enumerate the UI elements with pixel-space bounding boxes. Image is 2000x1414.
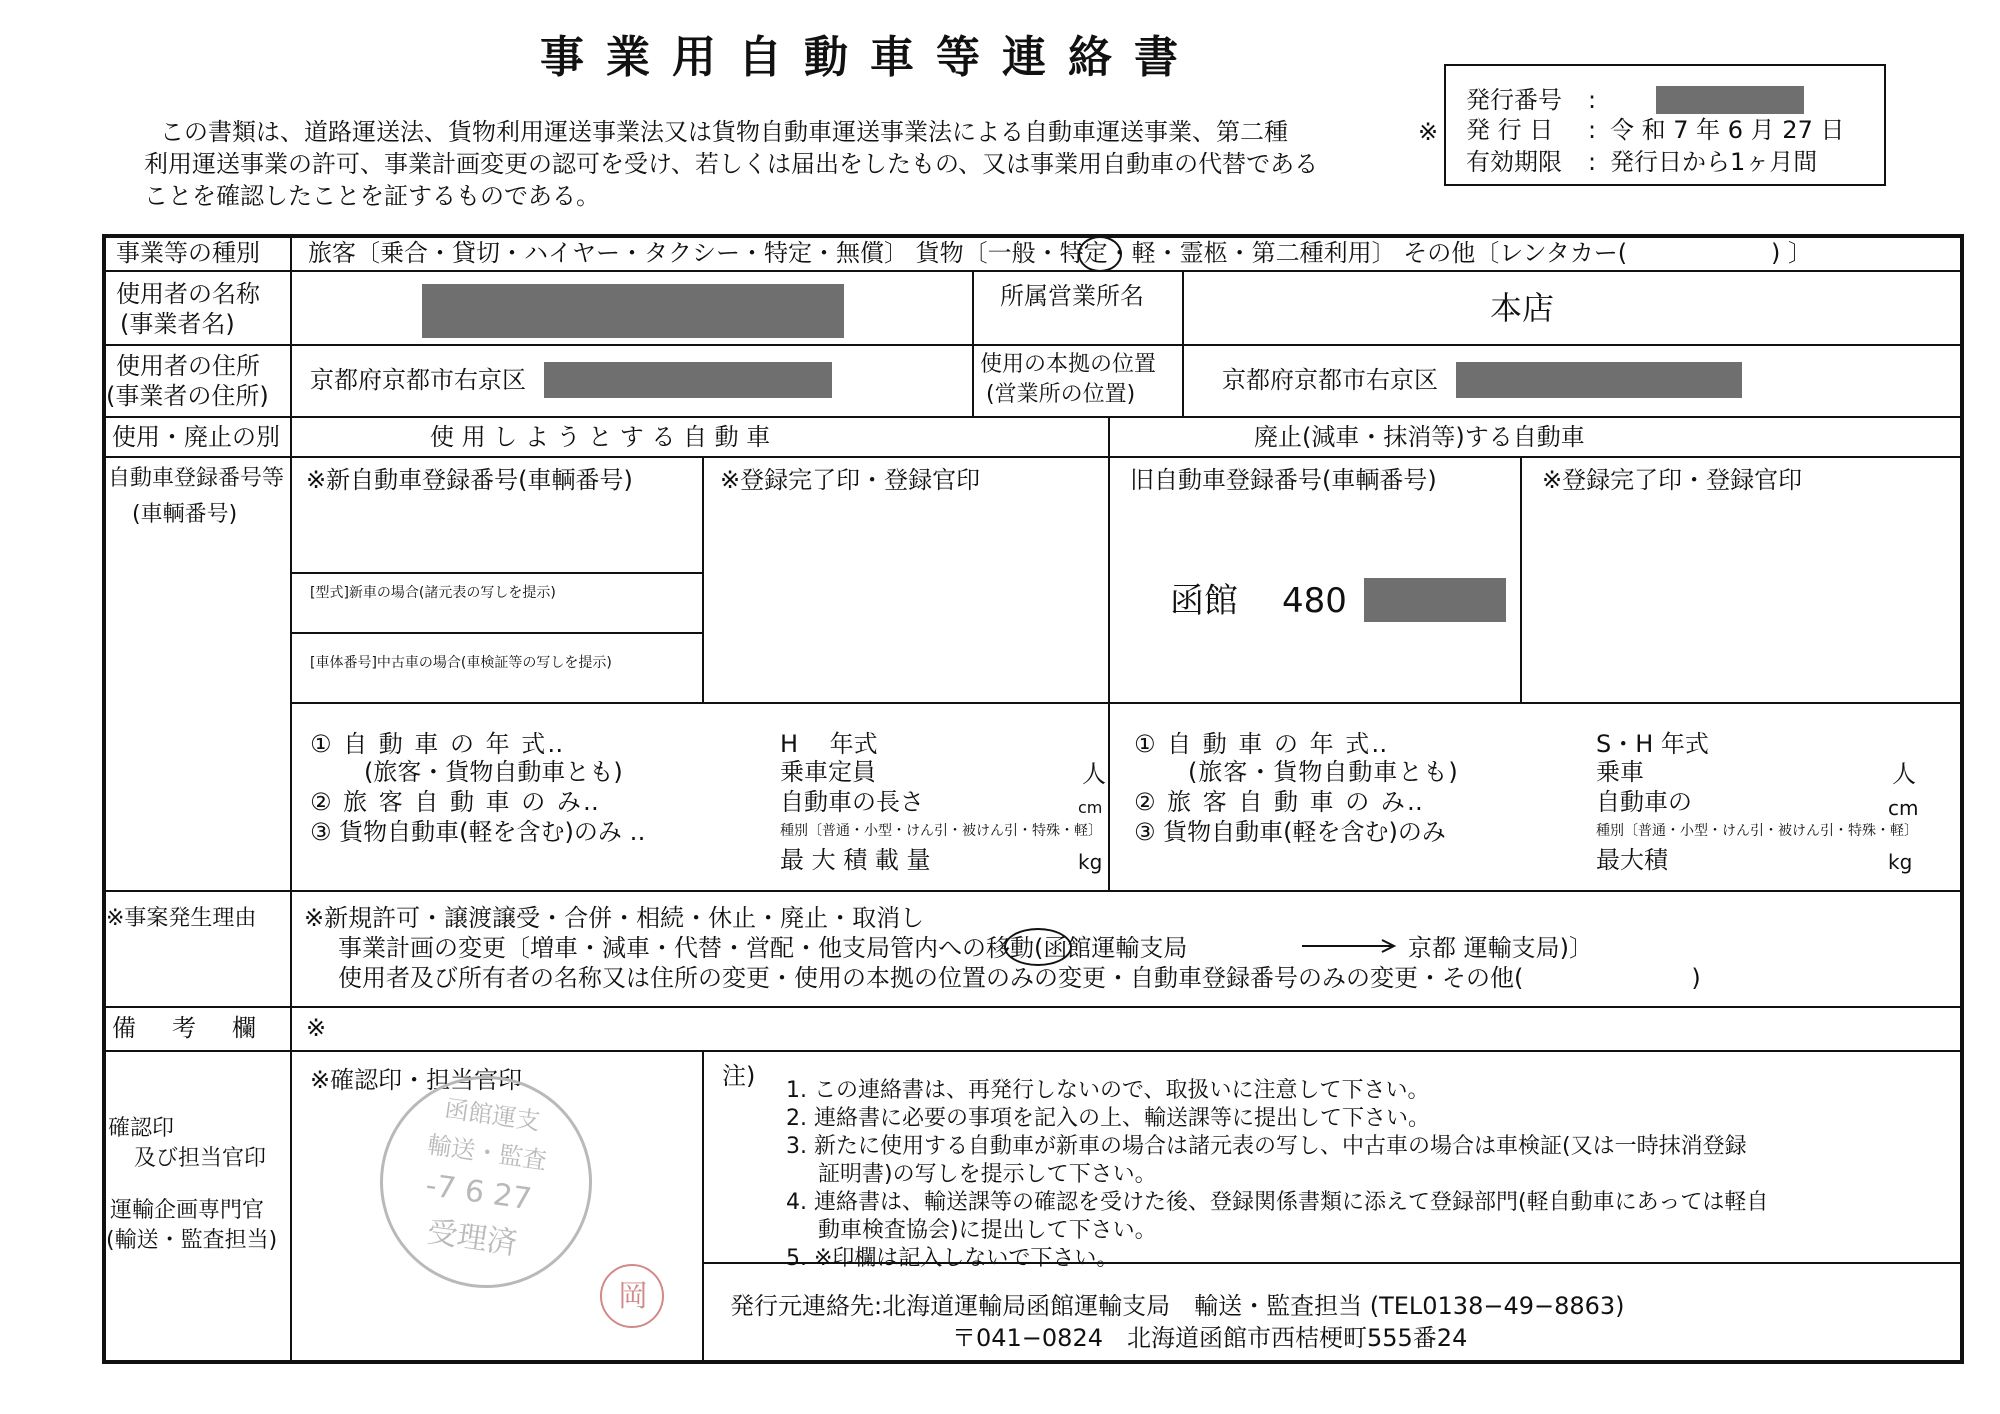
personal-seal	[600, 1264, 664, 1328]
confirm-label-4: (輸送・監査担当)	[106, 1228, 278, 1253]
remarks-label: 備 考 欄	[112, 1014, 262, 1042]
base-label-1: 使用の本拠の位置	[980, 352, 1157, 377]
chassis-note: [車体番号]中古車の場合(車検証等の写しを提示)	[310, 655, 612, 671]
issue-date-label: 発 行 日	[1466, 116, 1554, 144]
use-old-header: 廃止(減車・抹消等)する自動車	[1254, 423, 1585, 451]
intro-line-3: ことを確認したことを証するものである。	[144, 182, 600, 210]
old-unit-cm: cm	[1888, 796, 1919, 820]
arrow-right-icon	[1300, 938, 1400, 954]
reason-line-3: 使用者及び所有者の名称又は住所の変更・使用の本拠の位置のみの変更・自動車登録番号のみの変更・その他( )	[338, 964, 1701, 992]
office-value: 本店	[1490, 289, 1555, 327]
new-stamp-header: ※登録完了印・登録官印	[720, 466, 981, 494]
issue-mark: ※	[1418, 118, 1439, 146]
use-label: 使用・廃止の別	[112, 423, 280, 451]
note-item: 動車検査協会)に提出して下さい。	[818, 1218, 1157, 1243]
old-vehicle-max-load: 最大積	[1596, 846, 1668, 874]
redacted-issue-number	[1656, 86, 1804, 114]
new-vehicle-length: 自動車の長さ	[780, 788, 924, 816]
rule-v	[1520, 456, 1522, 702]
old-vehicle-line-1: ① 自 動 車 の 年 式‥	[1134, 730, 1390, 758]
issue-date-colon: :	[1588, 116, 1597, 144]
old-plate-city: 函館	[1170, 581, 1238, 621]
old-vehicle-length: 自動車の	[1596, 788, 1692, 816]
document-title: 事業用自動車等連絡書	[540, 32, 1200, 83]
rule-h	[290, 632, 702, 634]
new-unit-cm: cm	[1078, 798, 1103, 817]
reg-label-1: 自動車登録番号等	[108, 466, 285, 491]
intro-line-2: 利用運送事業の許可、事業計画変更の認可を受け、若しくは届出をしたもの、又は事業用自動車の代替である	[144, 150, 1319, 178]
user-address-label-1: 使用者の住所	[116, 352, 260, 380]
seal-name: 岡	[618, 1279, 648, 1314]
new-vehicle-year: H 年式	[780, 730, 878, 758]
issue-number-label: 発行番号	[1466, 86, 1562, 114]
reason-label: ※事案発生理由	[106, 906, 257, 931]
old-reg-header: 旧自動車登録番号(車輌番号)	[1130, 466, 1437, 494]
business-type-value: 旅客〔乗合・貸切・ハイヤー・タクシー・特定・無償〕 貨物〔一般・特定・軽・霊柩・第二種利用〕 その他〔レンタカー( ) 〕	[308, 239, 1813, 267]
base-value: 京都府京都市右京区	[1222, 366, 1438, 394]
validity-label: 有効期限	[1466, 148, 1562, 176]
business-type-label: 事業等の種別	[116, 239, 260, 267]
office-label: 所属営業所名	[1000, 282, 1144, 310]
rule-h	[102, 1006, 1964, 1008]
redacted-old-plate	[1364, 578, 1506, 622]
stamp-department: 輸送・監査	[425, 1130, 549, 1176]
old-vehicle-line-4: ③ 貨物自動車(軽を含む)のみ	[1134, 818, 1446, 846]
reg-label-2: (車輌番号)	[132, 502, 238, 527]
reason-line-1: ※新規許可・譲渡譲受・合併・相続・休止・廃止・取消し	[304, 904, 925, 932]
intro-line-1: この書類は、道路運送法、貨物利用運送事業法又は貨物自動車運送事業法による自動車運送事業、第二種	[160, 118, 1288, 146]
user-name-label-2: (事業者名)	[120, 310, 235, 338]
rule-h	[290, 572, 702, 574]
user-name-label-1: 使用者の名称	[116, 280, 260, 308]
old-vehicle-capacity: 乗車	[1596, 758, 1644, 786]
notes-head: 注)	[722, 1062, 756, 1090]
stamp-date: -7 6 27	[423, 1167, 534, 1218]
reason-line-2: 事業計画の変更〔増車・減車・代替・営配・他支局管内への移動(函館運輸支局	[338, 934, 1188, 962]
note-item: 5. ※印欄は記入しないで下さい。	[786, 1246, 1119, 1271]
old-vehicle-year: S・H 年式	[1596, 730, 1709, 758]
note-item: 4. 連絡書は、輸送課等の確認を受けた後、登録関係書類に添えて登録部門(軽自動車にあっては軽自	[786, 1190, 1769, 1215]
issue-date-value: 令 和 7 年 6 月 27 日	[1610, 116, 1845, 144]
user-address-label-2: (事業者の住所)	[106, 382, 269, 410]
selection-circle-move	[1004, 928, 1072, 966]
stamp-received: 受理済	[425, 1214, 520, 1262]
issue-number-colon: :	[1588, 86, 1597, 114]
rule-v	[1108, 416, 1110, 890]
new-unit-person: 人	[1082, 760, 1106, 788]
rule-h	[102, 270, 1964, 272]
old-vehicle-line-3: ② 旅 客 自 動 車 の み‥	[1134, 788, 1425, 816]
rule-v	[702, 1050, 704, 1364]
confirm-header: ※確認印・担当官印	[310, 1066, 523, 1094]
new-vehicle-line-4: ③ 貨物自動車(軽を含む)のみ ‥	[310, 818, 646, 846]
rule-v	[290, 234, 292, 1364]
new-vehicle-class: 種別〔普通・小型・けん引・被けん引・特殊・軽〕	[780, 823, 1102, 839]
note-item: 3. 新たに使用する自動車が新車の場合は諸元表の写し、中古車の場合は車検証(又は一時抹消登録	[786, 1134, 1747, 1159]
rule-h	[102, 416, 1964, 418]
old-plate-number: 480	[1282, 581, 1347, 621]
base-label-2: (営業所の位置)	[986, 382, 1136, 407]
new-vehicle-capacity: 乗車定員	[780, 758, 876, 786]
redacted-user-address	[544, 362, 832, 398]
new-vehicle-max-load: 最 大 積 載 量	[780, 846, 931, 874]
user-address-value: 京都府京都市右京区	[310, 366, 526, 394]
contact-line-1: 発行元連絡先:北海道運輸局函館運輸支局 輸送・監査担当 (TEL0138−49−8863)	[730, 1292, 1625, 1320]
new-vehicle-line-3: ② 旅 客 自 動 車 の み‥	[310, 788, 601, 816]
old-unit-person: 人	[1892, 760, 1916, 788]
reason-line-2-to: 京都 運輸支局)〕	[1408, 934, 1593, 962]
selection-circle-kei	[1078, 236, 1122, 272]
old-stamp-header: ※登録完了印・登録官印	[1542, 466, 1803, 494]
old-vehicle-class: 種別〔普通・小型・けん引・被けん引・特殊・軽〕	[1596, 823, 1918, 839]
note-item: 証明書)の写しを提示して下さい。	[818, 1162, 1157, 1187]
rule-v	[702, 456, 704, 702]
contact-line-2: 〒041−0824 北海道函館市西桔梗町555番24	[952, 1324, 1468, 1352]
validity-colon: :	[1588, 148, 1597, 176]
validity-value: 発行日から1ヶ月間	[1610, 148, 1818, 176]
rule-v	[1182, 270, 1184, 416]
new-vehicle-line-1: ① 自 動 車 の 年 式‥	[310, 730, 566, 758]
note-item: 2. 連絡書に必要の事項を記入の上、輸送課等に提出して下さい。	[786, 1106, 1430, 1131]
confirm-label-3: 運輸企画専門官	[110, 1198, 265, 1223]
new-vehicle-line-2: (旅客・貨物自動車とも)	[364, 758, 623, 786]
rule-h	[102, 456, 1964, 458]
confirm-label-2: 及び担当官印	[134, 1146, 267, 1171]
type-note: [型式]新車の場合(諸元表の写しを提示)	[310, 585, 556, 601]
confirm-label-1: 確認印	[108, 1116, 175, 1141]
use-new-header: 使 用 し よ う と す る 自 動 車	[430, 423, 771, 451]
rule-v	[972, 270, 974, 416]
rule-h	[102, 344, 1964, 346]
rule-h	[290, 702, 1964, 704]
remarks-value: ※	[306, 1014, 327, 1042]
stamp-office: 函館運支	[442, 1094, 542, 1136]
old-vehicle-line-2: (旅客・貨物自動車とも)	[1188, 758, 1459, 786]
old-unit-kg: kg	[1888, 850, 1913, 874]
redacted-user-name	[422, 284, 844, 338]
rule-h	[102, 1050, 1964, 1052]
new-reg-header: ※新自動車登録番号(車輌番号)	[306, 466, 633, 494]
note-item: 1. この連絡書は、再発行しないので、取扱いに注意して下さい。	[786, 1078, 1430, 1103]
rule-h	[102, 890, 1964, 892]
new-unit-kg: kg	[1078, 850, 1103, 874]
redacted-base-address	[1456, 362, 1742, 398]
